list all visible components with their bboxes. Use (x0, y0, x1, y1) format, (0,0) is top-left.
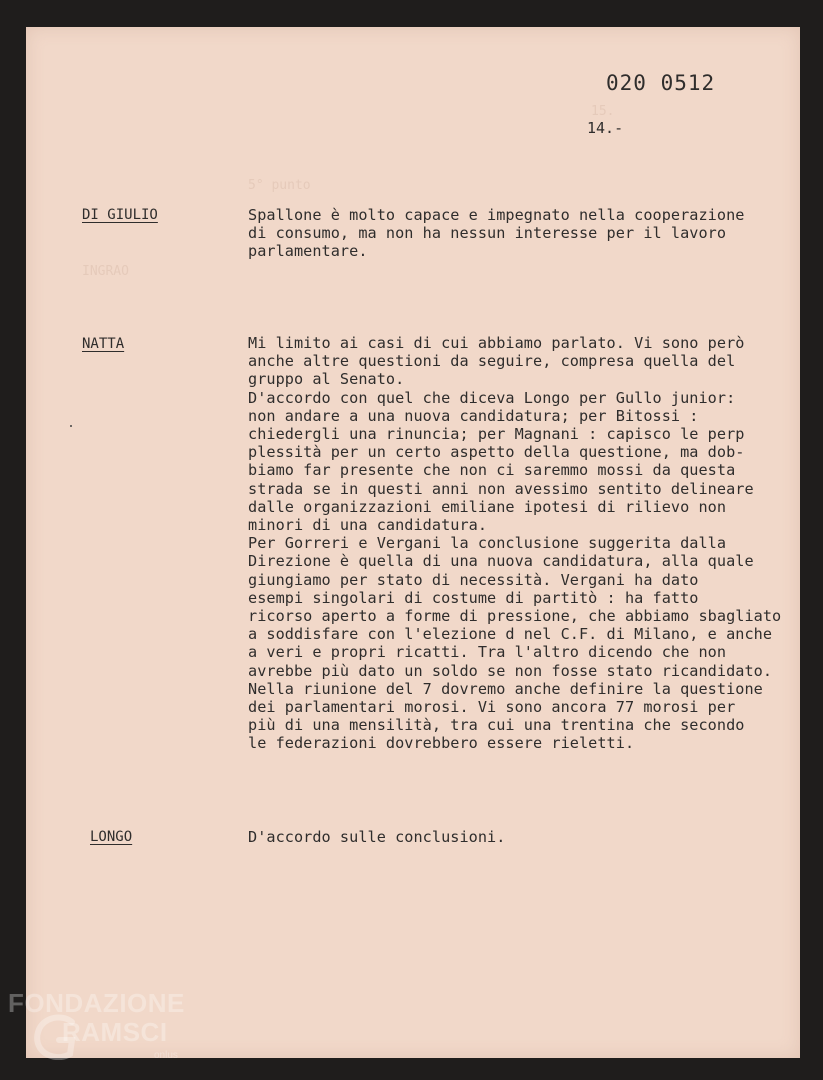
speech-line: gruppo al Senato. (248, 370, 405, 389)
speech-line: parlamentare. (248, 242, 368, 261)
speech-line: Mi limito ai casi di cui abbiamo parlato. Vi sono però (248, 334, 745, 352)
watermark-line-2: RAMSCI (62, 1017, 168, 1047)
speech-line: anche altre questioni da seguire, compresa quella del (248, 352, 736, 371)
speech-line: a soddisfare con l'elezione d nel C.F. di Milano, e anche (248, 625, 773, 644)
speaker-natta: NATTA (82, 336, 125, 352)
speech-line: esempi singolari di costume di partitò : ha fatto (248, 588, 699, 607)
speech-line: Spallone è molto capace e impegnato nella cooperazione (248, 206, 745, 224)
page-number: 14.- (587, 119, 624, 137)
bleed-through-speaker: INGRAO (82, 264, 129, 279)
speech-longo (248, 828, 796, 846)
speech-line: a veri e propri ricatti. Tra l'altro dicendo che non (248, 643, 727, 662)
bleed-through-page-number: 15. (591, 104, 615, 119)
ink-speck (70, 425, 72, 427)
speech-line: chiedergli una rinuncia; per Magnani : capisco le perp (248, 425, 745, 444)
speech-line: dalle organizzazioni emiliane ipotesi di rilievo non (248, 497, 727, 516)
fondazione-gramsci-watermark (8, 988, 208, 1070)
speech-line: le federazioni dovrebbero essere rieletti. (248, 734, 635, 753)
speech-line: giungiamo per stato di necessità. Vergani ha dato (248, 570, 699, 589)
speech-line: minori di una candidatura. (248, 516, 488, 535)
speech-line: più di una mensilità, tra cui una trentina che secondo (248, 716, 745, 735)
speech-line: D'accordo sulle conclusioni. (248, 828, 506, 846)
speech-line: non andare a una nuova candidatura; per Bitossi : (248, 406, 699, 425)
speech-line: Nella riunione del 7 dovremo anche definire la questione (248, 679, 763, 698)
speech-natta (248, 334, 796, 753)
speaker-di-giulio: DI GIULIO (82, 207, 158, 223)
bleed-through-heading: 5° punto (248, 178, 311, 193)
speech-line: di consumo, ma non ha nessun interesse per il lavoro (248, 224, 727, 243)
archive-number: 020 0512 (606, 71, 716, 95)
speech-line: Per Gorreri e Vergani la conclusione suggerita dalla (248, 534, 727, 553)
speech-line: avrebbe più dato un soldo se non fosse stato ricandidato. (248, 661, 773, 680)
speech-line: biamo far presente che non ci saremmo mossi da questa (248, 461, 736, 480)
speech-line: strada se in questi anni non avessimo sentito delineare (248, 479, 754, 498)
speech-di-giulio (248, 206, 796, 261)
document-page (26, 27, 800, 1058)
speech-line: Direzione è quella di una nuova candidatura, alla quale (248, 552, 754, 571)
watermark-line-1: FONDAZIONE (8, 988, 185, 1018)
speech-line: D'accordo con quel che diceva Longo per Gullo junior: (248, 388, 736, 407)
watermark-line-3: onlus (154, 1050, 178, 1061)
speech-line: dei parlamentari morosi. Vi sono ancora 77 morosi per (248, 698, 736, 717)
speech-line: ricorso aperto a forme di pressione, che abbiamo sbagliato (248, 607, 782, 626)
speaker-longo: LONGO (90, 829, 133, 845)
speech-line: plessità per un certo aspetto della questione, ma dob- (248, 443, 745, 462)
